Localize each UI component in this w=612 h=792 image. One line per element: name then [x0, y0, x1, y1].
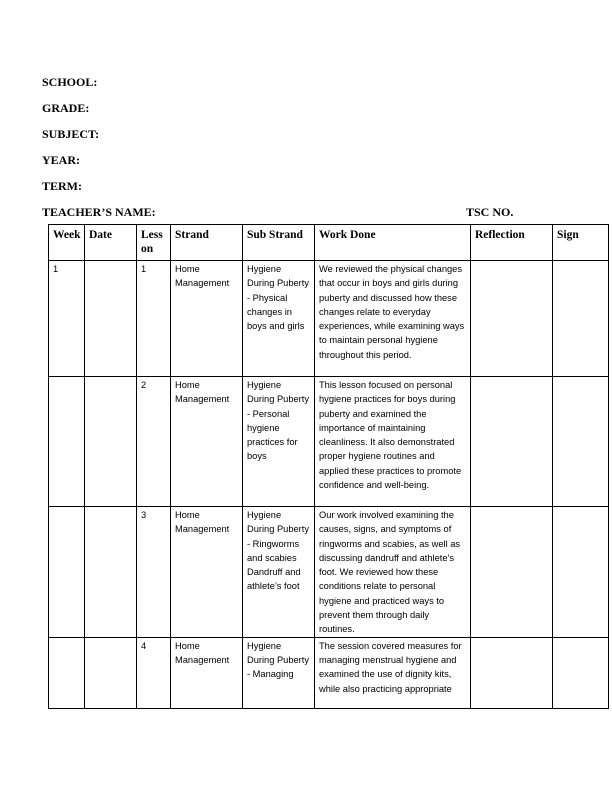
column-header-sub-strand: Sub Strand	[243, 225, 315, 261]
table-row	[49, 377, 609, 507]
lesson-cell: 3	[137, 507, 171, 638]
tsc-number-label: TSC NO.	[466, 205, 514, 219]
week-cell	[49, 507, 85, 638]
date-cell	[85, 261, 137, 377]
week-cell	[49, 377, 85, 507]
lesson-cell: 2	[137, 377, 171, 507]
column-header-sign: Sign	[553, 225, 609, 261]
date-cell	[85, 637, 137, 708]
strand-cell: Home Management	[171, 637, 243, 708]
lesson-cell: 1	[137, 261, 171, 377]
lesson-record-table	[48, 224, 609, 709]
week-cell: 1	[49, 261, 85, 377]
work-done-cell: Our work involved examining the causes, signs, and symptoms of ringworms and scabies, as well as discussing dandruff and athlete’s foot. We reviewed how these conditions relate to personal hygiene and practiced ways to prevent them through daily routines.	[315, 507, 471, 638]
year-label: YEAR:	[42, 153, 80, 167]
sign-cell	[553, 637, 609, 708]
table-row	[49, 507, 609, 638]
sign-cell	[553, 507, 609, 638]
sub-strand-cell: Hygiene During Puberty - Personal hygiene practices for boys	[243, 377, 315, 507]
week-cell	[49, 637, 85, 708]
sign-cell	[553, 261, 609, 377]
grade-label: GRADE:	[42, 101, 90, 115]
strand-cell: Home Management	[171, 377, 243, 507]
lesson-cell: 4	[137, 637, 171, 708]
table-row	[49, 637, 609, 708]
date-cell	[85, 507, 137, 638]
work-done-cell: The session covered measures for managing menstrual hygiene and examined the use of dignity kits, while also practicing appropriate	[315, 637, 471, 708]
column-header-reflection: Reflection	[471, 225, 553, 261]
column-header-date: Date	[85, 225, 137, 261]
reflection-cell	[471, 637, 553, 708]
school-label: SCHOOL:	[42, 75, 98, 89]
strand-cell: Home Management	[171, 261, 243, 377]
subject-label: SUBJECT:	[42, 127, 100, 141]
reflection-cell	[471, 261, 553, 377]
sign-cell	[553, 377, 609, 507]
sub-strand-cell: Hygiene During Puberty - Managing	[243, 637, 315, 708]
sub-strand-cell: Hygiene During Puberty - Ringworms and scabies Dandruff and athlete’s foot	[243, 507, 315, 638]
teacher-name-label: TEACHER’S NAME:	[42, 205, 156, 219]
strand-cell: Home Management	[171, 507, 243, 638]
table-header-row	[49, 225, 609, 261]
date-cell	[85, 377, 137, 507]
column-header-work-done: Work Done	[315, 225, 471, 261]
sub-strand-cell: Hygiene During Puberty - Physical changes in boys and girls	[243, 261, 315, 377]
reflection-cell	[471, 377, 553, 507]
term-label: TERM:	[42, 179, 82, 193]
reflection-cell	[471, 507, 553, 638]
column-header-lesson: Lesson	[137, 225, 171, 261]
work-done-cell: We reviewed the physical changes that occur in boys and girls during puberty and discussed how these changes relate to everyday experiences, while examining ways to maintain personal hygiene throughout this period.	[315, 261, 471, 377]
work-done-cell: This lesson focused on personal hygiene practices for boys during puberty and examined the importance of maintaining cleanliness. It also demonstrated proper hygiene routines and applied these practices to promote confidence and well-being.	[315, 377, 471, 507]
column-header-week: Week	[49, 225, 85, 261]
column-header-strand: Strand	[171, 225, 243, 261]
table-row	[49, 261, 609, 377]
